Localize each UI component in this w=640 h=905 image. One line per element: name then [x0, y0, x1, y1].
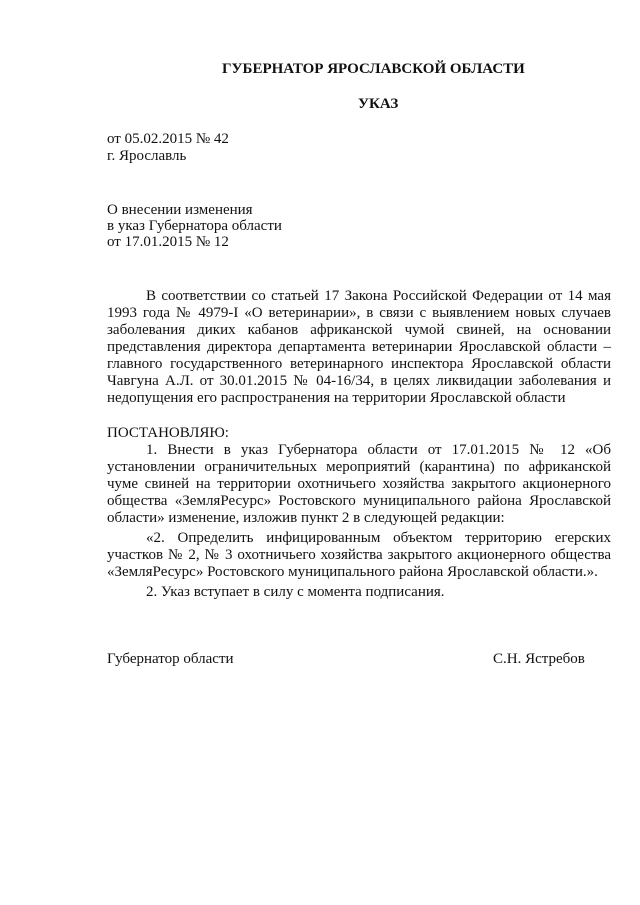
document-type: УКАЗ: [358, 96, 399, 112]
document-date-number: от 05.02.2015 № 42: [107, 131, 229, 147]
item-2-paragraph: 2. Указ вступает в силу с момента подписания.: [146, 584, 445, 600]
document-header-title: ГУБЕРНАТОР ЯРОСЛАВСКОЙ ОБЛАСТИ: [222, 61, 525, 77]
signature-name: С.Н. Ястребов: [493, 651, 585, 667]
item-1-paragraph: 1. Внести в указ Губернатора области от 17.01.2015 № 12 «Об установлении ограничительных мероприятий (карантина) по африканской чуме свиней на территории охотничьего хозяйства закрытого акционерного общества «ЗемляРесурс» Ростовского муниципального района Ярославской области» изменение, изложив пункт 2 в следующей редакции:: [107, 442, 611, 526]
item-1-quoted-paragraph: «2. Определить инфицированным объектом территорию егерских участков № 2, № 3 охотничьего хозяйства закрытого акционерного общества «ЗемляРесурс» Ростовского муниципального района Ярославской области.».: [107, 530, 611, 580]
resolve-heading: ПОСТАНОВЛЯЮ:: [107, 425, 229, 441]
signature-role: Губернатор области: [107, 651, 234, 667]
subject-line-2: в указ Губернатора области: [107, 218, 282, 234]
subject-line-1: О внесении изменения: [107, 202, 253, 218]
document-city: г. Ярославль: [107, 148, 187, 164]
preamble-paragraph: В соответствии со статьей 17 Закона Российской Федерации от 14 мая 1993 года № 4979-I «О ветеринарии», в связи с выявлением новых случаев заболевания диких кабанов африканской чумой свиней, на основании представления директора департамента ветеринарии Ярославской области – главного государственного ветеринарного инспектора Ярославской области Чавгуна А.Л. от 30.01.2015 № 04-16/34, в целях ликвидации заболевания и недопущения его распространения на территории Ярославской области: [107, 288, 611, 406]
subject-line-3: от 17.01.2015 № 12: [107, 234, 229, 250]
